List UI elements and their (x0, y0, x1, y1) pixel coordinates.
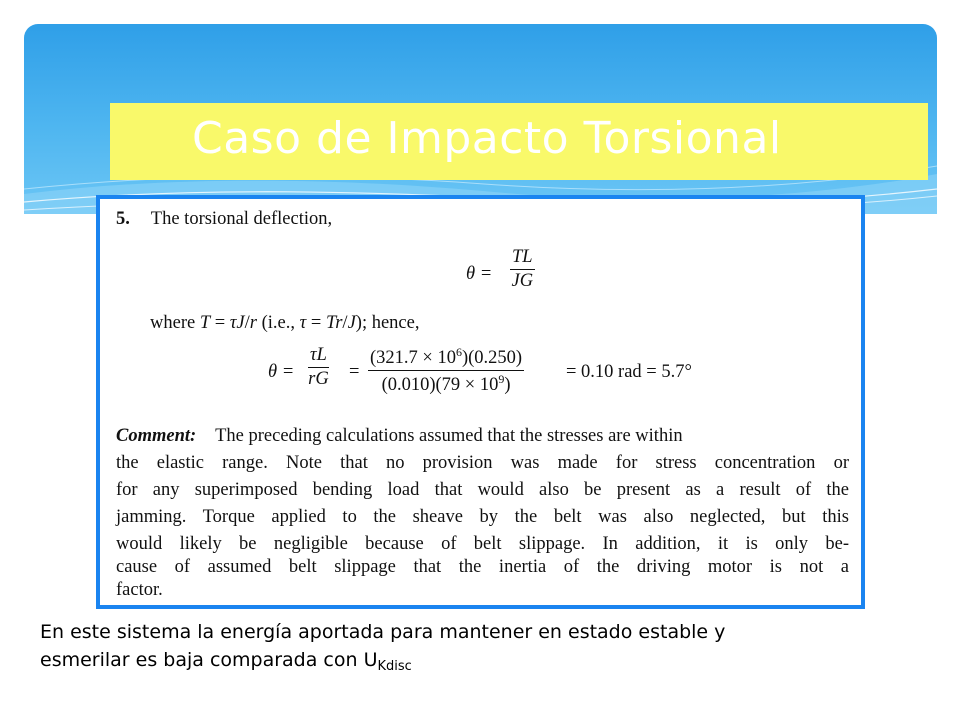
where-line (150, 313, 419, 334)
where-hence: ); hence, (355, 313, 420, 333)
where-ie: (i.e., (257, 313, 300, 333)
eq2-equals: = (349, 362, 360, 382)
comment-label: Comment: (116, 426, 197, 446)
step-text: The torsional deflection, (150, 209, 333, 229)
eq2-frac1-numerator: τL (308, 345, 329, 368)
symbol-T: T (199, 313, 211, 333)
eq1-denominator: JG (511, 271, 534, 291)
document-image-frame (96, 195, 865, 609)
eq2-den-exponent: 9 (498, 372, 505, 387)
eq2-result: = 0.10 rad = 5.7° (566, 362, 692, 382)
where-slash-2: / (342, 313, 348, 333)
comment-line-0: The preceding calculations assumed that the stresses are within (215, 426, 683, 446)
eq2-num-part-b: )(0.250) (461, 348, 523, 369)
footer-caption (40, 618, 725, 681)
document-scan (100, 199, 861, 605)
where-text: where (150, 313, 200, 333)
symbol-tauJ: τJ (229, 313, 245, 333)
step-number: 5. (116, 209, 130, 229)
comment-first-line (116, 426, 849, 447)
step-heading (116, 209, 332, 230)
symbol-r: r (249, 313, 257, 333)
eq1-fraction (510, 247, 535, 292)
comment-line-3: jamming. Torque applied to the sheave by the belt was also neglected, but this (116, 507, 849, 527)
slide-title: Caso de Impacto Torsional (192, 113, 782, 164)
comment-line-5: cause of assumed belt slippage that the inertia of the driving motor is not a (116, 557, 849, 577)
comment-line-6: factor. (116, 580, 163, 600)
comment-line-2: for any superimposed bending load that would also be present as a result of the (116, 480, 849, 500)
symbol-tau: τ (299, 313, 307, 333)
eq1-numerator: TL (510, 247, 535, 270)
eq2-fraction-numeric (368, 345, 524, 396)
eq2-fraction-symbolic (308, 345, 329, 390)
where-equals: = (210, 313, 230, 333)
footer-subscript: Kdisc (377, 659, 412, 674)
eq2-frac2-numerator (368, 345, 524, 371)
where-equals-2: = (306, 313, 326, 333)
footer-line-1: En este sistema la energía aportada para mantener en estado estable y (40, 621, 726, 643)
comment-line-4: would likely be negligible because of belt slippage. In addition, it is only be- (116, 534, 849, 554)
eq2-frac2-denominator (368, 371, 524, 396)
footer-line-2-text: esmerilar es baja comparada con U (40, 649, 378, 671)
eq2-num-part-a: (321.7 × 10 (370, 348, 456, 369)
symbol-J: J (347, 313, 356, 333)
eq2-num-exponent: 6 (455, 345, 462, 359)
comment-line-1: the elastic range. Note that no provision was made for stress concentration or (116, 453, 849, 473)
eq2-den-part-b: ) (504, 375, 511, 396)
eq2-frac1-denominator: rG (308, 369, 329, 389)
where-slash: / (244, 313, 250, 333)
title-band (110, 103, 928, 180)
eq2-lhs: θ = (268, 362, 295, 382)
eq2-den-part-a: (0.010)(79 × 10 (381, 375, 499, 396)
eq1-lhs: θ = (466, 264, 493, 284)
footer-line-2 (40, 646, 725, 681)
symbol-Tr: Tr (325, 313, 343, 333)
